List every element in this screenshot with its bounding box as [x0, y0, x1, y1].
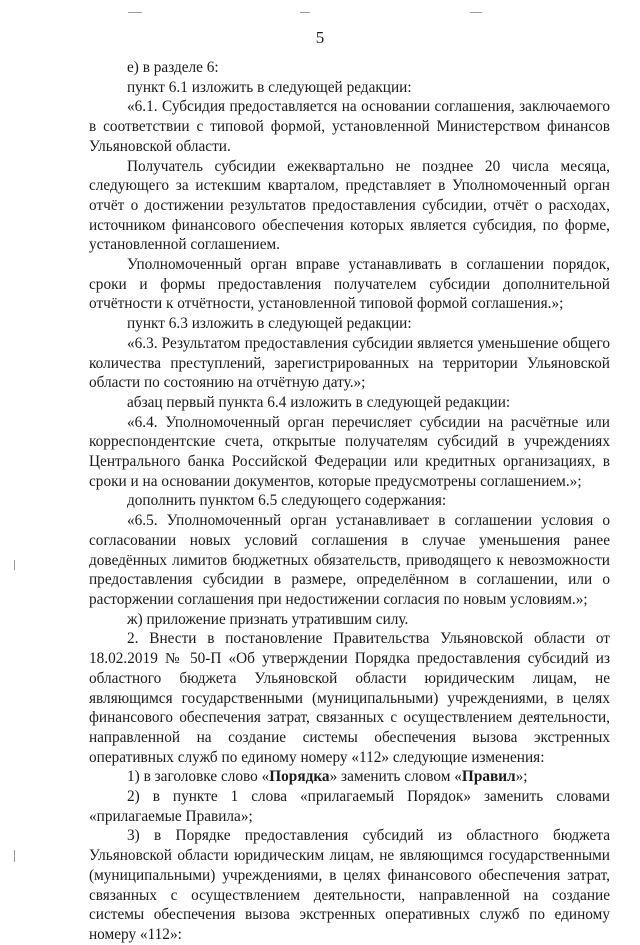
bold-word: Порядка	[269, 768, 330, 786]
paragraph: 2. Внести в постановление Правительства Ульяновской области от 18.02.2019 № 50-П «Об утверждении Порядка предоставления субсидий из областного бюджета Ульяновской области юридическим лицам, не являющимся государственными (муниципальными) учреждениями, в целях финансового обеспечения затрат, связанных с осуществлением деятельности, направленной на создание системы обеспечения вызова экстренных оперативных служб по единому номеру «112» следующие изменения:	[89, 630, 610, 766]
paragraph: Получатель субсидии ежеквартально не позднее 20 числа месяца, следующего за истекшим кварталом, представляет в Уполномоченный орган отчёт о достижении результатов предоставления субсидии, отчёт о расходах, источником финансового обеспечения которых является субсидия, по форме, установленной соглашением.	[89, 157, 610, 254]
scan-mark-left	[14, 850, 15, 862]
paragraph: пункт 6.1 изложить в следующей редакции:	[127, 78, 412, 96]
paragraph: «6.3. Результатом предоставления субсидии является уменьшение общего количества преступлений, зарегистрированных на территории Ульяновской области по состоянию на отчётную дату.»;	[89, 334, 610, 392]
scan-mark-top	[470, 12, 482, 13]
paragraph-text: »;	[515, 768, 528, 786]
paragraph-text: » заменить словом «	[329, 768, 462, 786]
paragraph: «6.4. Уполномоченный орган перечисляет субсидии на расчётные или корреспондентские счета, открытые получателям субсидий в учреждениях Центрального банка Российской Федерации или кредитных организациях, в сроки и на основании документов, которые предусмотрены соглашением.»;	[89, 413, 610, 490]
document-body	[89, 58, 610, 945]
paragraph: 2) в пункте 1 слова «прилагаемый Порядок» заменить словами «прилагаемые Правила»;	[89, 788, 610, 825]
paragraph: е) в разделе 6:	[127, 59, 219, 76]
paragraph: Уполномоченный орган вправе устанавливать в соглашении порядок, сроки и формы предоставления получателем субсидии дополнительной отчётности к отчётности, установленной типовой формой соглашения.»;	[89, 256, 610, 313]
page-number: 5	[315, 28, 325, 47]
scan-mark-top	[128, 12, 142, 13]
paragraph: «6.5. Уполномоченный орган устанавливает в соглашении условия о согласовании новых условий соглашения в случае уменьшения ранее доведённых лимитов бюджетных обязательств, приводящего к невозможности предоставления субсидии в размере, определённом в соглашении, или о расторжении соглашения при недостижении согласия по новым условиям.»;	[89, 512, 610, 608]
paragraph: 3) в Порядке предоставления субсидий из областного бюджета Ульяновской области юридическим лицам, не являющимся государственными (муниципальными) учреждениями, в целях финансового обеспечения затрат, связанных с осуществлением деятельности, направленной на создание системы обеспечения вызова экстренных оперативных служб по единому номеру «112»:	[89, 827, 610, 943]
paragraph-with-bold	[89, 767, 610, 787]
scan-mark-left	[14, 560, 15, 570]
scan-mark-top	[300, 12, 310, 13]
paragraph: ж) приложение признать утратившим силу.	[127, 610, 409, 628]
paragraph: пункт 6.3 изложить в следующей редакции:	[127, 315, 412, 333]
paragraph: дополнить пунктом 6.5 следующего содержания:	[127, 492, 447, 510]
bold-word: Правил	[461, 768, 516, 786]
paragraph: «6.1. Субсидия предоставляется на основании соглашения, заключаемого в соответствии с типовой формой, установленной Министерством финансов Ульяновской области.	[89, 98, 610, 155]
paragraph-text: 1) в заголовке слово «	[127, 768, 270, 786]
paragraph: абзац первый пункта 6.4 изложить в следующей редакции:	[127, 393, 511, 411]
